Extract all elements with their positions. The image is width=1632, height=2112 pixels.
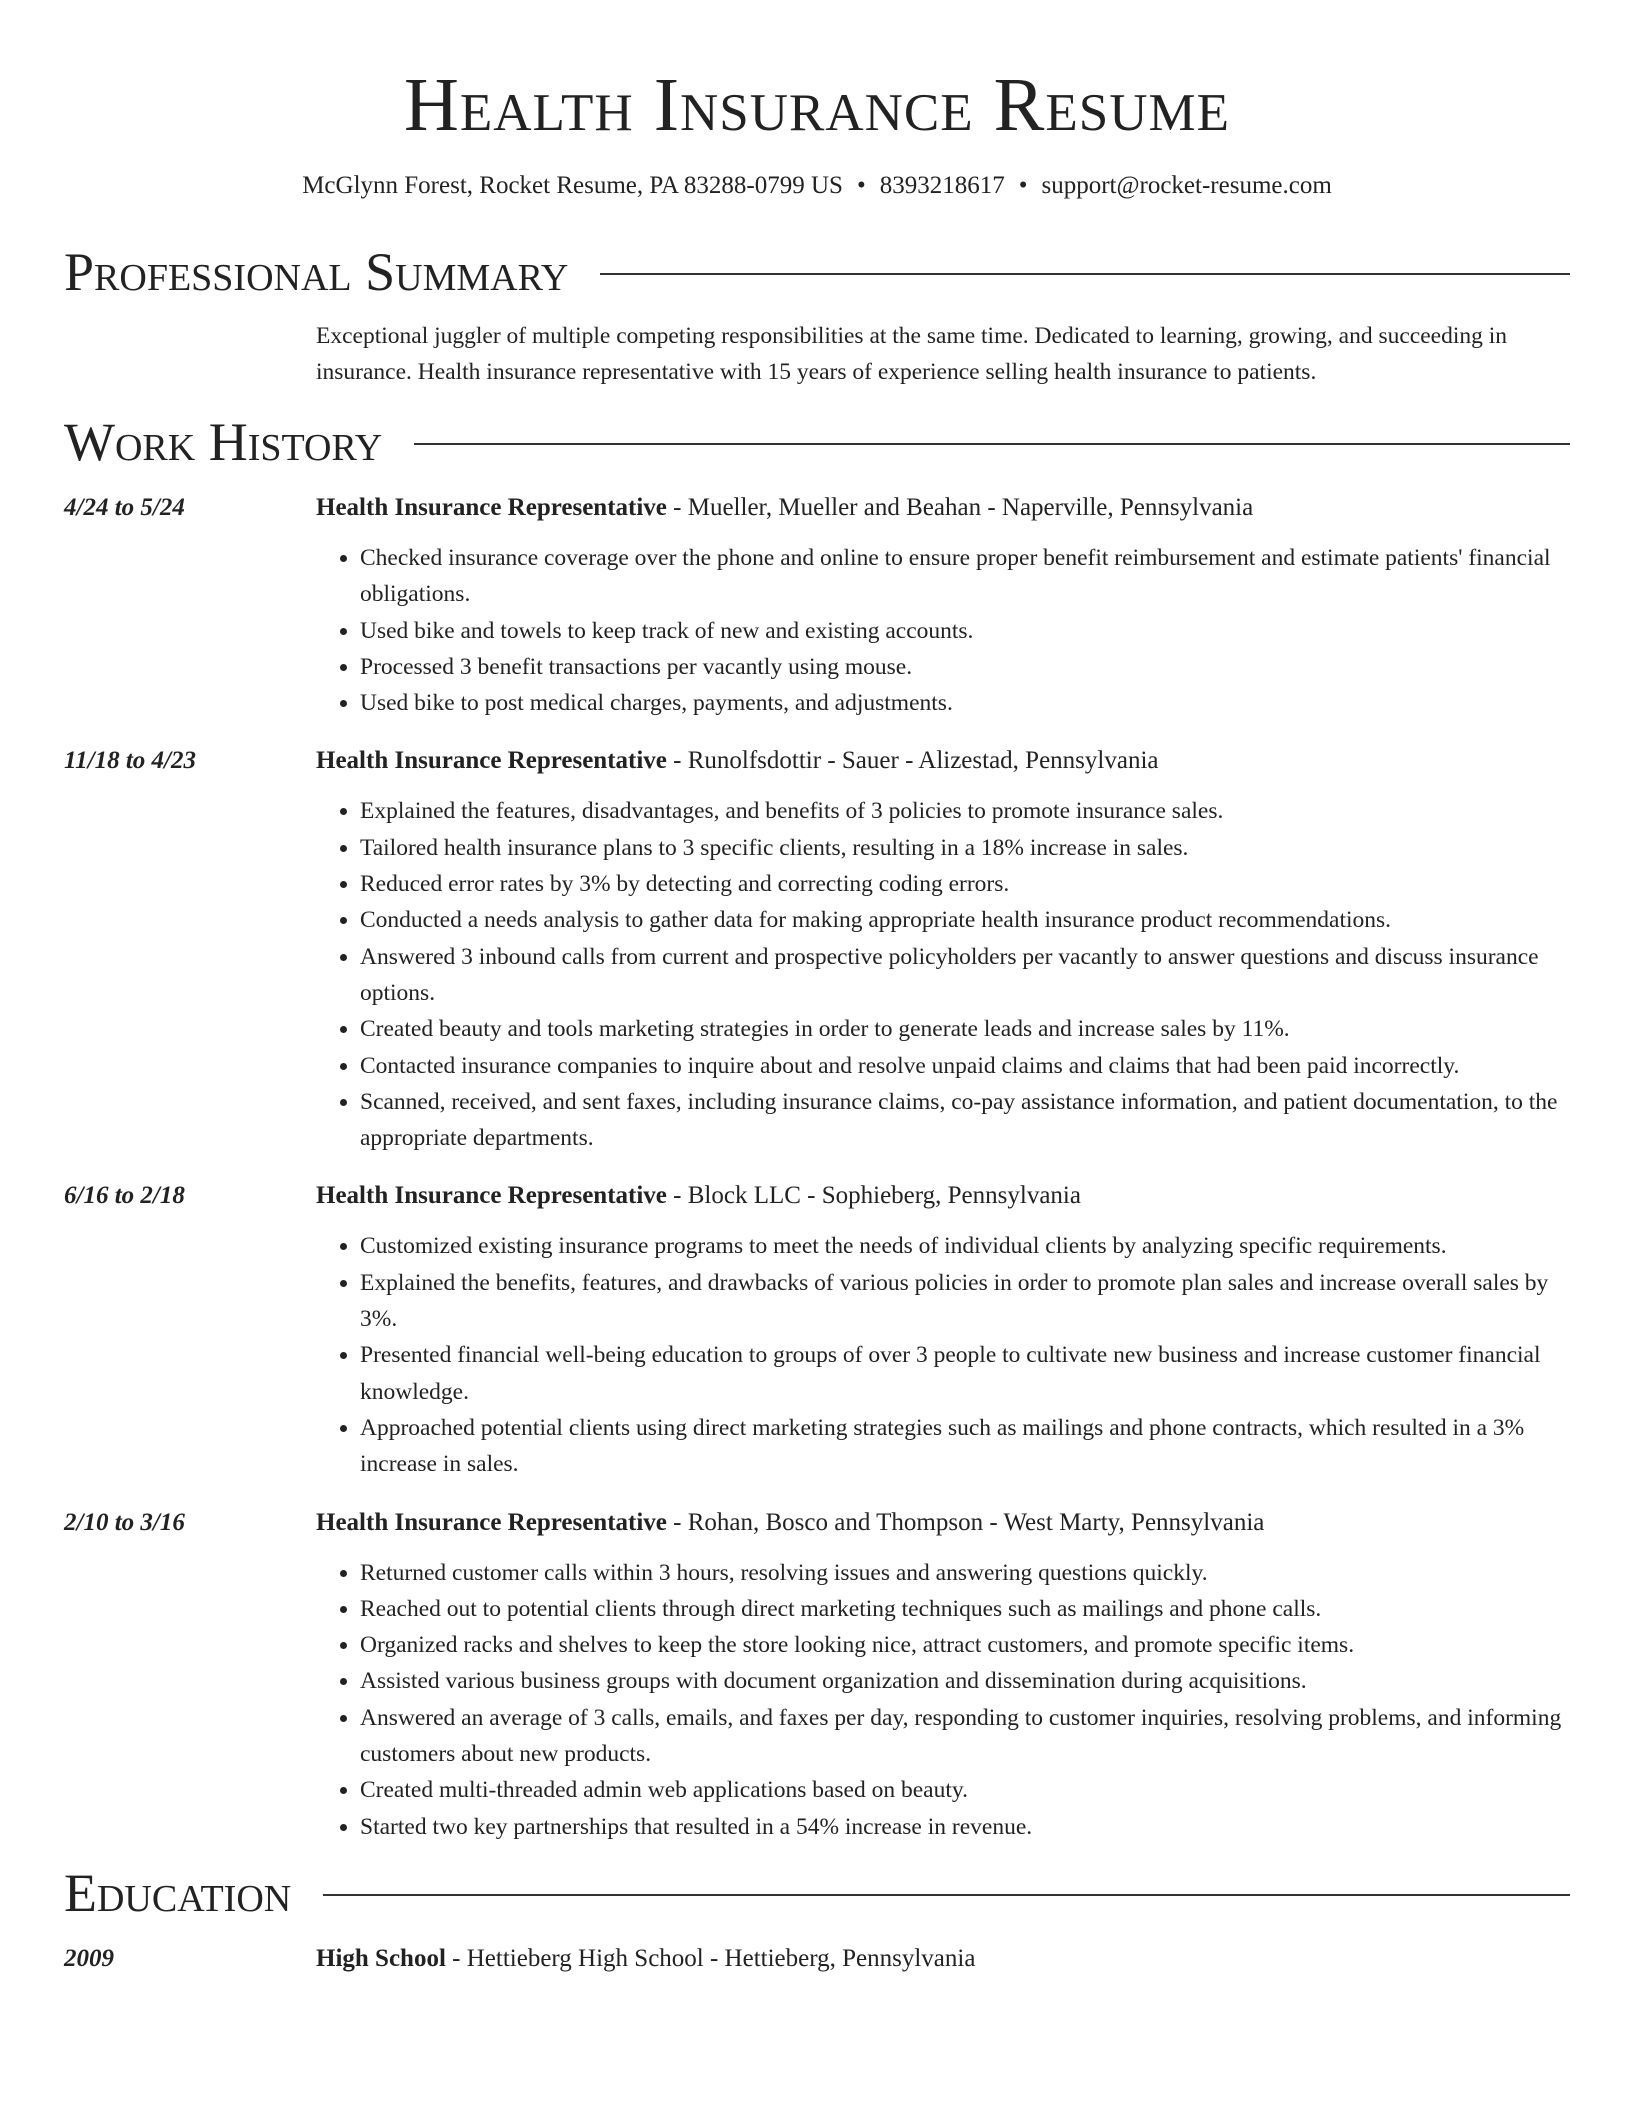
- section-divider: [323, 1894, 1570, 1896]
- contact-email: support@rocket-resume.com: [1041, 172, 1332, 199]
- education-entry: [64, 1941, 1570, 1977]
- work-section-header: [64, 410, 1570, 474]
- job-bullet: • Answered 3 inbound calls from current and prospective policyholders per vacantly to answer questions and discuss insurance options.: [360, 939, 1570, 1012]
- job-entry: [64, 1178, 1570, 1482]
- job-entry: [64, 1505, 1570, 1845]
- job-bullet: • Presented financial well-being education to groups of over 3 people to cultivate new business and increase customer financial knowledge.: [360, 1337, 1570, 1410]
- job-bullet: • Reached out to potential clients through direct marketing techniques such as mailings and phone calls.: [360, 1591, 1570, 1627]
- job-bullet: • Tailored health insurance plans to 3 specific clients, resulting in a 18% increase in sales.: [360, 830, 1570, 866]
- contact-phone: 8393218617: [879, 172, 1005, 199]
- job-bullet: • Explained the features, disadvantages, and benefits of 3 policies to promote insurance sales.: [360, 793, 1570, 829]
- job-heading: [316, 1178, 1570, 1214]
- job-bullet: • Assisted various business groups with document organization and dissemination during acquisitions.: [360, 1663, 1570, 1699]
- job-bullet: • Scanned, received, and sent faxes, including insurance claims, co-pay assistance information, and patient documentation, to the appropriate departments.: [360, 1084, 1570, 1157]
- job-bullet: • Returned customer calls within 3 hours, resolving issues and answering questions quickly.: [360, 1555, 1570, 1591]
- job-body: [316, 1505, 1570, 1845]
- education-details: - Hettieberg High School - Hettieberg, Pennsylvania: [445, 1944, 976, 1972]
- work-history-list: [64, 490, 1570, 1845]
- job-entry: [64, 490, 1570, 721]
- summary-heading: Professional Summary: [64, 242, 569, 302]
- job-heading: [316, 743, 1570, 779]
- job-bullet: • Conducted a needs analysis to gather data for making appropriate health insurance product recommendations.: [360, 902, 1570, 938]
- work-heading: Work History: [64, 412, 383, 472]
- job-bullet-list: [316, 793, 1570, 1156]
- job-bullet-list: [316, 540, 1570, 721]
- contact-separator: •: [856, 172, 866, 199]
- job-entry: [64, 743, 1570, 1156]
- job-bullet: • Explained the benefits, features, and drawbacks of various policies in order to promote plan sales and increase overall sales by 3%.: [360, 1265, 1570, 1338]
- job-dates: 4/24 to 5/24: [64, 494, 185, 521]
- job-bullet: • Approached potential clients using direct marketing strategies such as mailings and phone contracts, which resulted in a 3% increase in sales.: [360, 1410, 1570, 1483]
- job-dates: 6/16 to 2/18: [64, 1182, 185, 1210]
- contact-address: McGlynn Forest, Rocket Resume, PA 83288-0799 US: [302, 172, 843, 199]
- section-divider: [600, 273, 1570, 275]
- job-title: Health Insurance Representative: [316, 747, 667, 775]
- job-dates: 11/18 to 4/23: [64, 747, 196, 775]
- job-bullet: • Organized racks and shelves to keep the store looking nice, attract customers, and promote specific items.: [360, 1627, 1570, 1663]
- job-employer-location: - Runolfsdottir - Sauer - Alizestad, Pennsylvania: [666, 747, 1159, 775]
- job-title: Health Insurance Representative: [316, 494, 667, 521]
- contact-line: [64, 170, 1570, 202]
- job-heading: [316, 490, 1570, 526]
- job-employer-location: - Mueller, Mueller and Beahan - Naperville, Pennsylvania: [666, 494, 1254, 521]
- resume-page: [64, 0, 1570, 1977]
- summary-section-header: [64, 240, 1570, 304]
- job-bullet: • Started two key partnerships that resulted in a 54% increase in revenue.: [360, 1809, 1570, 1845]
- job-heading: [316, 1505, 1570, 1541]
- education-degree: High School: [316, 1944, 446, 1972]
- education-section-header: [64, 1861, 1570, 1925]
- job-bullet: • Used bike to post medical charges, payments, and adjustments.: [360, 685, 1570, 721]
- job-bullet-list: [316, 1555, 1570, 1845]
- summary-text: Exceptional juggler of multiple competing responsibilities at the same time. Dedicated to learning, growing, and succeeding in insurance. Health insurance representative with 15 years of experience selling health insurance to patients.: [316, 323, 1507, 385]
- job-bullet: • Processed 3 benefit transactions per vacantly using mouse.: [360, 649, 1570, 685]
- job-body: [316, 490, 1570, 721]
- job-employer-location: - Rohan, Bosco and Thompson - West Marty, Pennsylvania: [666, 1508, 1265, 1536]
- education-heading: Education: [64, 1862, 292, 1923]
- job-title: Health Insurance Representative: [316, 1182, 667, 1210]
- resume-title: Health Insurance Resume: [404, 63, 1230, 147]
- job-title: Health Insurance Representative: [316, 1508, 667, 1536]
- job-bullet: • Checked insurance coverage over the phone and online to ensure proper benefit reimbursement and estimate patients' financial obligations.: [360, 540, 1570, 613]
- education-line: [316, 1941, 975, 1977]
- section-divider: [414, 443, 1570, 445]
- job-bullet: • Answered an average of 3 calls, emails, and faxes per day, responding to customer inquiries, resolving problems, and informing customers about new products.: [360, 1700, 1570, 1773]
- job-bullet: • Customized existing insurance programs to meet the needs of individual clients by analyzing specific requirements.: [360, 1228, 1570, 1264]
- job-bullet: • Used bike and towels to keep track of new and existing accounts.: [360, 613, 1570, 649]
- job-body: [316, 1178, 1570, 1482]
- job-bullet: • Created beauty and tools marketing strategies in order to generate leads and increase sales by 11%.: [360, 1011, 1570, 1047]
- education-year: 2009: [64, 1944, 114, 1972]
- job-bullet-list: [316, 1228, 1570, 1482]
- job-bullet: • Contacted insurance companies to inquire about and resolve unpaid claims and claims that had been paid incorrectly.: [360, 1048, 1570, 1084]
- job-bullet: • Reduced error rates by 3% by detecting and correcting coding errors.: [360, 866, 1570, 902]
- job-bullet: • Created multi-threaded admin web applications based on beauty.: [360, 1772, 1570, 1808]
- job-employer-location: - Block LLC - Sophieberg, Pennsylvania: [666, 1182, 1081, 1210]
- contact-separator: •: [1018, 172, 1028, 199]
- job-body: [316, 743, 1570, 1156]
- job-dates: 2/10 to 3/16: [64, 1508, 185, 1536]
